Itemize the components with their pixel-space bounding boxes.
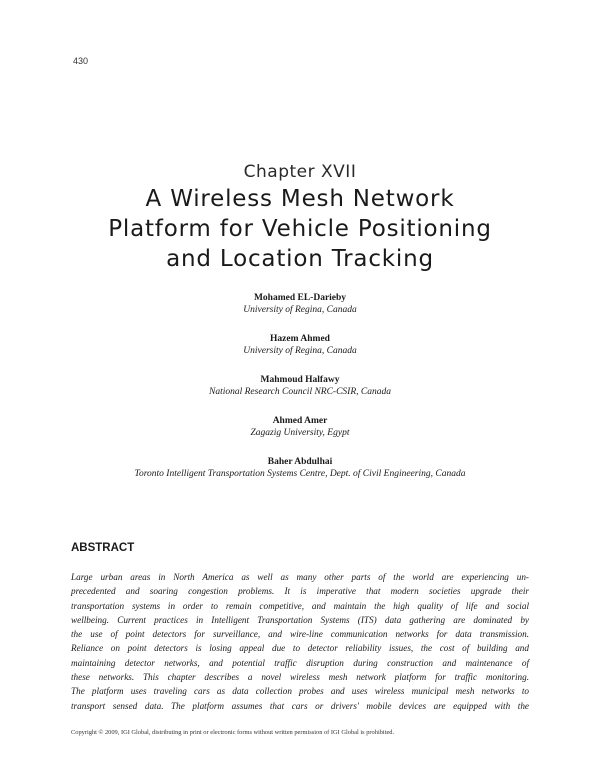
author-name: Baher Abdulhai [267,457,333,467]
abstract-line: The platform uses traveling cars as data collection probes and uses wireless municipal mesh networks to [71,686,529,697]
abstract-line: precedented and soaring congestion problems. It is imperative that modern societies upgrade their [71,586,529,597]
abstract-line: transportation systems in order to remain competitive, and maintain the high quality of life and social [71,600,529,611]
copyright-notice: Copyright © 2009, IGI Global, distributing in print or electronic forms without written permission of IGI Global is prohibited. [71,729,395,736]
author-list [0,292,600,497]
author-affiliation: University of Regina, Canada [243,305,357,315]
abstract-heading: ABSTRACT [71,542,135,554]
abstract-line: Large urban areas in North America as well as many other parts of the world are experiencing un- [71,572,529,582]
chapter-title-line: and Location Tracking [166,246,434,272]
abstract-line: the use of point detectors for surveillance, and wire-line communication networks for data transmission. [71,629,529,640]
author-name: Ahmed Amer [272,416,328,426]
abstract-line: maintaining detector networks, and potential traffic disruption during construction and maintenance of [71,657,529,668]
chapter-title-line: A Wireless Mesh Network [145,186,455,212]
abstract-body [71,570,529,713]
chapter-title-line: Platform for Vehicle Positioning [108,216,492,242]
page-number: 430 [73,56,89,66]
chapter-label: Chapter XVII [243,162,357,182]
author-name: Mohamed EL-Darieby [253,293,347,303]
author-entry [0,374,600,415]
author-affiliation: University of Regina, Canada [243,346,357,356]
chapter-heading [0,160,600,274]
author-entry [0,333,600,374]
abstract-line: these networks. This chapter describes a novel wireless mesh network platform for traffic monitoring. [71,672,529,683]
abstract-line: transport sensed data. The platform assumes that cars or drivers' mobile devices are equipped with the [71,700,529,711]
author-name: Mahmoud Halfawy [260,375,340,385]
author-entry [0,415,600,456]
author-affiliation: Zagazig University, Egypt [250,428,350,438]
author-entry [0,292,600,333]
author-affiliation: Toronto Intelligent Transportation Systems Centre, Dept. of Civil Engineering, Canada [134,469,466,479]
author-name: Hazem Ahmed [270,334,330,344]
author-affiliation: National Research Council NRC-CSIR, Canada [209,387,391,397]
abstract-line: wellbeing. Current practices in Intelligent Transportation Systems (ITS) data gathering are dominated by [71,614,529,625]
author-entry [0,456,600,497]
abstract-line: Reliance on point detectors is losing appeal due to detector reliability issues, the cost of building and [71,643,529,654]
